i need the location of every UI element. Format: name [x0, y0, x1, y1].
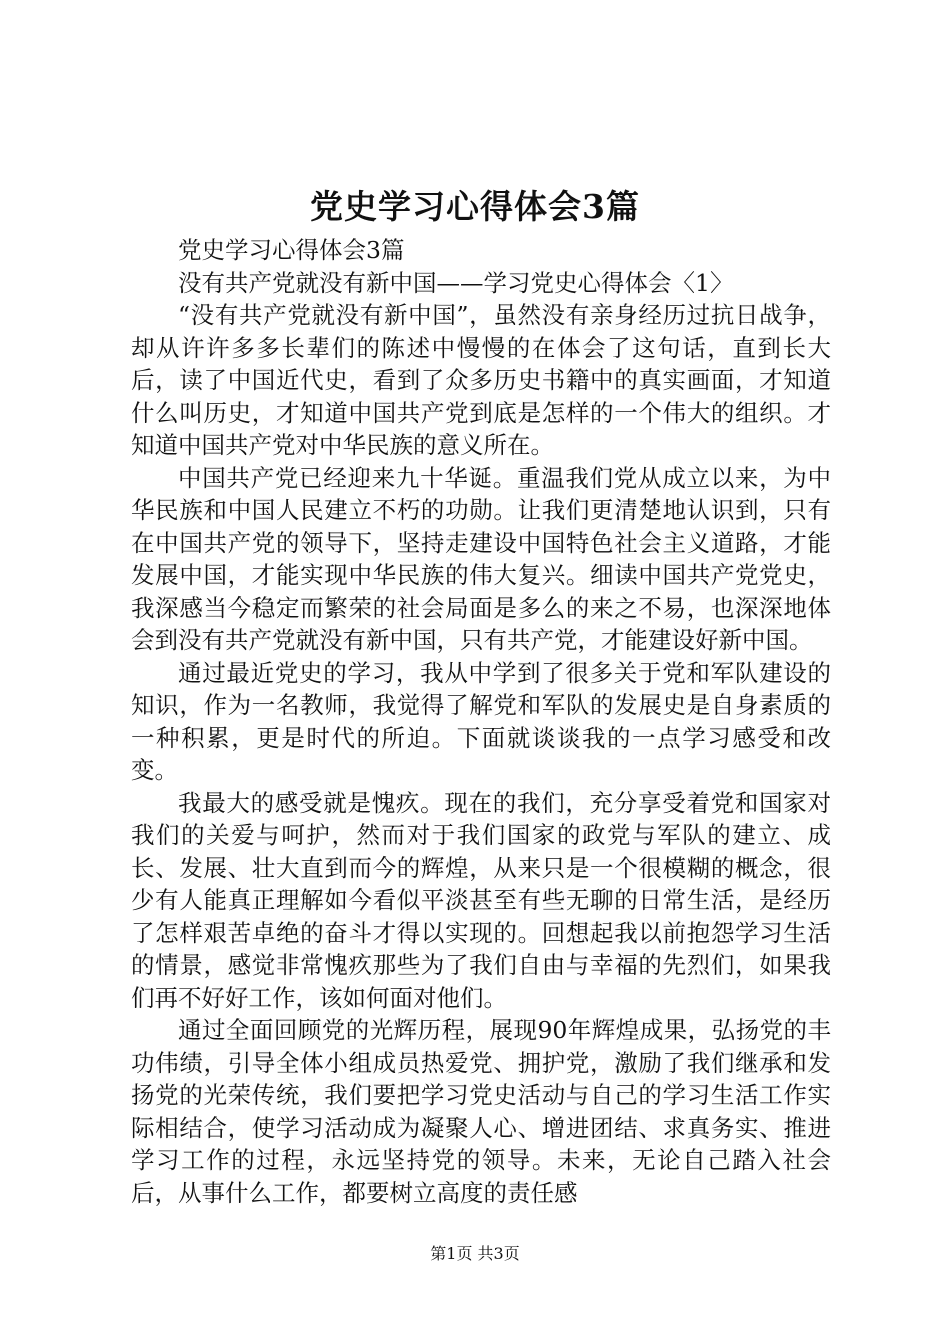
- page-number-footer: 第1页 共3页: [430, 1244, 520, 1263]
- paragraph: 通过最近党史的学习，我从中学到了很多关于党和军队建设的知识，作为一名教师，我觉得了解党和军队的发展史是自身素质的一种积累，更是时代的所迫。下面就谈谈我的一点学习感受和改变。: [131, 658, 831, 784]
- paragraph: “没有共产党就没有新中国”，虽然没有亲身经历过抗日战争，却从许许多多长辈们的陈述中慢慢的在体会了这句话，直到长大后，读了中国近代史，看到了众多历史书籍中的真实画面，才知道什么叫历史，才知道中国共产党到底是怎样的一个伟大的组织。才知道中国共产党对中华民族的意义所在。: [131, 301, 831, 459]
- section-heading: 没有共产党就没有新中国——学习党史心得体会〈1〉: [178, 268, 734, 297]
- document-title: 党史学习心得体会3篇: [310, 187, 640, 226]
- paragraph: 通过全面回顾党的光辉历程，展现90年辉煌成果，弘扬党的丰功伟绩，引导全体小组成员热爱党、拥护党，激励了我们继承和发扬党的光荣传统，我们要把学习党史活动与自己的学习生活工作实际相结合，使学习活动成为凝聚人心、增进团结、求真务实、推进学习工作的过程，永远坚持党的领导。未来，无论自己踏入社会后，从事什么工作，都要树立高度的责任感: [131, 1016, 831, 1207]
- subtitle-line: 党史学习心得体会3篇: [178, 236, 405, 264]
- document-body: [131, 234, 831, 1209]
- paragraph: 我最大的感受就是愧疚。现在的我们，充分享受着党和国家对我们的关爱与呵护，然而对于我们国家的政党与军队的建立、成长、发展、壮大直到而今的辉煌，从来只是一个很模糊的概念，很少有人能真正理解如今看似平淡甚至有些无聊的日常生活，是经历了怎样艰苦卓绝的奋斗才得以实现的。回想起我以前抱怨学习生活的情景，感觉非常愧疚那些为了我们自由与幸福的先烈们，如果我们再不好好工作，该如何面对他们。: [131, 788, 831, 1012]
- paragraph: 中国共产党已经迎来九十华诞。重温我们党从成立以来，为中华民族和中国人民建立不朽的功勋。让我们更清楚地认识到，只有在中国共产党的领导下，坚持走建设中国特色社会主义道路，才能发展中国，才能实现中华民族的伟大复兴。细读中国共产党党史，我深感当今稳定而繁荣的社会局面是多么的来之不易，也深深地体会到没有共产党就没有新中国，只有共产党，才能建设好新中国。: [131, 463, 831, 654]
